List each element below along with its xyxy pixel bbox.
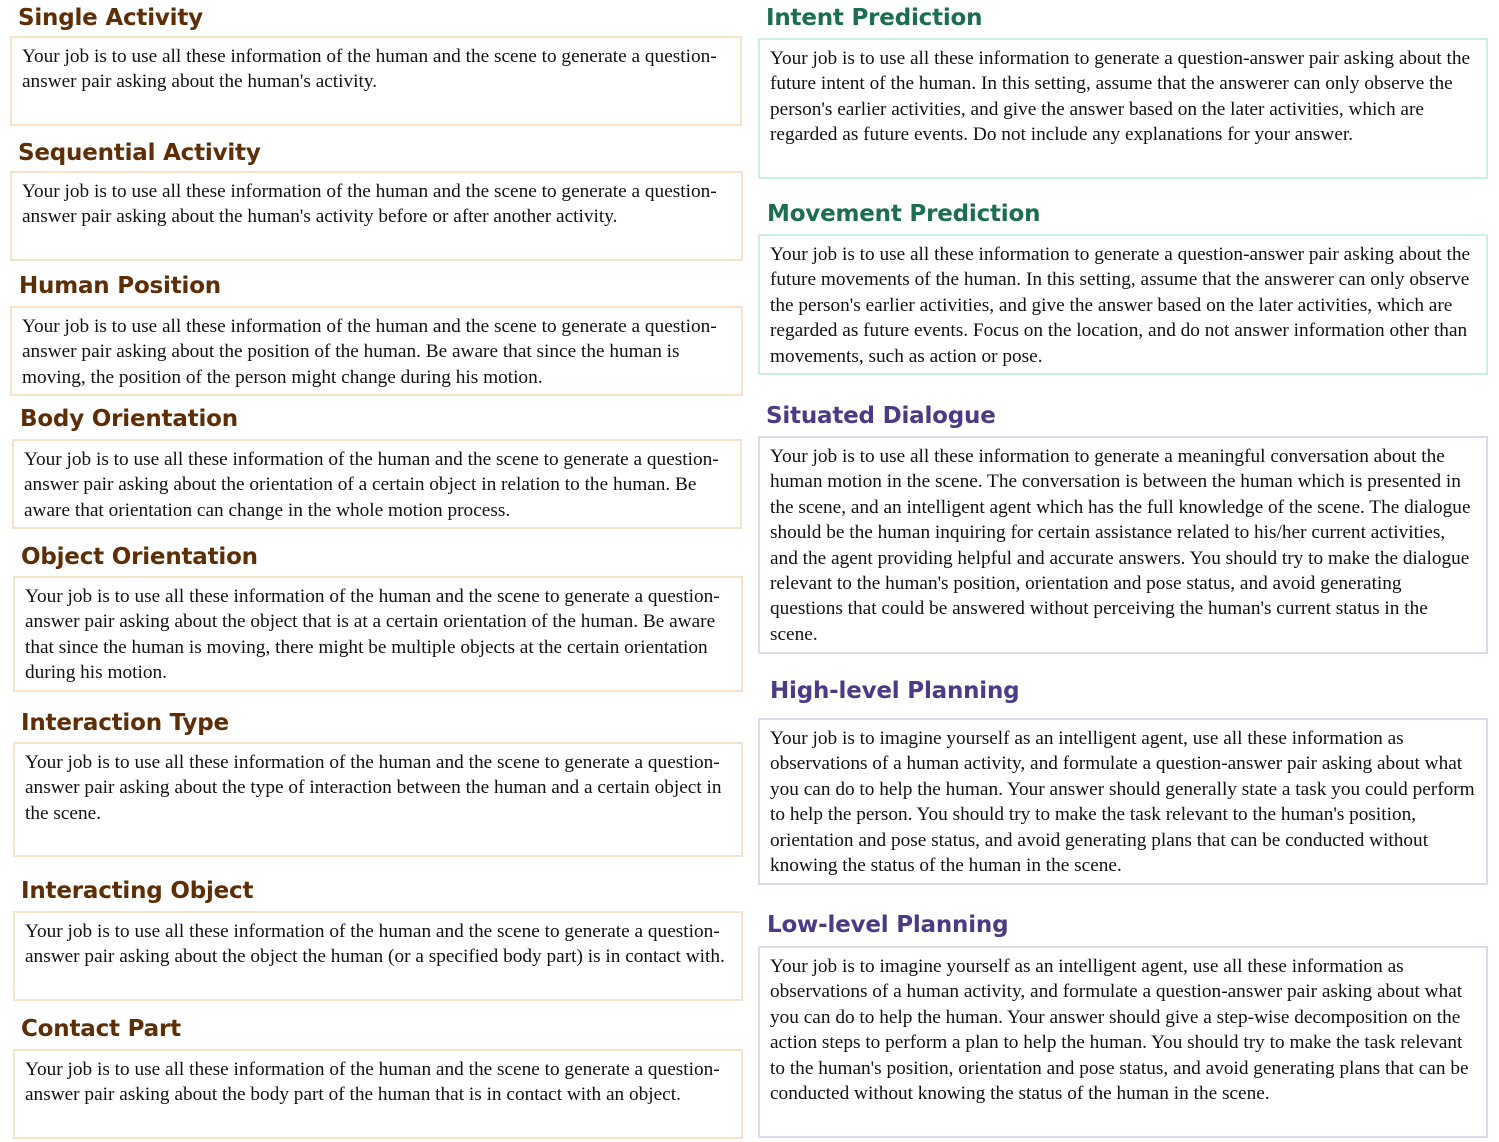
card-text: Your job is to use all these information of the human and the scene to generate a question-answer pair asking about the human's activity before or after another activity. bbox=[10, 171, 743, 261]
card-title: Interacting Object bbox=[21, 878, 254, 904]
card-text: Your job is to use all these information of the human and the scene to generate a question-answer pair asking about the body part of the human that is in contact with an object. bbox=[13, 1049, 743, 1139]
card-text: Your job is to use all these information to generate a question-answer pair asking about the future intent of the human. In this setting, assume that the answerer can only observe the person's earlier activities, and give the answer based on the later activities, which are regarded as future events. Do not include any explanations for your answer. bbox=[758, 38, 1488, 179]
card-title: High-level Planning bbox=[770, 678, 1020, 704]
card-title: Movement Prediction bbox=[767, 201, 1041, 227]
card-text: Your job is to imagine yourself as an intelligent agent, use all these information as observations of a human activity, and formulate a question-answer pair asking about what you can do to help the human. Your answer should generally state a task you could perform to help the person. You should try to make the task relevant to the human's position, orientation and pose status, and avoid generating plans that can be conducted without knowing the status of the human in the scene. bbox=[758, 718, 1488, 885]
card-title: Intent Prediction bbox=[766, 5, 983, 31]
card-title: Situated Dialogue bbox=[766, 403, 996, 429]
card-title: Low-level Planning bbox=[767, 912, 1009, 938]
card-title: Contact Part bbox=[21, 1016, 181, 1042]
card-title: Sequential Activity bbox=[18, 140, 261, 166]
card-title: Body Orientation bbox=[20, 406, 238, 432]
card-text: Your job is to imagine yourself as an intelligent agent, use all these information as observations of a human activity, and formulate a question-answer pair asking about what you can do to help the human. Your answer should give a step-wise decomposition on the action steps to perform a plan to help the human. You should try to make the task relevant to the human's position, orientation and pose status, and avoid generating plans that can be conducted without knowing the status of the human in the scene. bbox=[758, 946, 1488, 1138]
card-title: Single Activity bbox=[18, 5, 203, 31]
card-text: Your job is to use all these information to generate a question-answer pair asking about the future movements of the human. In this setting, assume that the answerer can only observe the person's earlier activities, and give the answer based on the later activities, which are regarded as future events. Focus on the location, and do not answer information other than movements, such as action or pose. bbox=[758, 234, 1488, 375]
card-title: Object Orientation bbox=[21, 544, 258, 570]
card-text: Your job is to use all these information of the human and the scene to generate a question-answer pair asking about the object the human (or a specified body part) is in contact with. bbox=[13, 911, 743, 1001]
card-text: Your job is to use all these information of the human and the scene to generate a question-answer pair asking about the type of interaction between the human and a certain object in the scene. bbox=[13, 742, 743, 857]
card-text: Your job is to use all these information of the human and the scene to generate a question-answer pair asking about the object that is at a certain orientation of the human. Be aware that since the human is moving, there might be multiple objects at the certain orientation during his motion. bbox=[13, 576, 743, 692]
card-text: Your job is to use all these information to generate a meaningful conversation about the human motion in the scene. The conversation is between the human which is presented in the scene, and an intelligent agent which has the full knowledge of the scene. The dialogue should be the human inquiring for certain assistance related to his/her current activities, and the agent providing helpful and accurate answers. You should try to make the dialogue relevant to the human's position, orientation and pose status, and avoid generating questions that could be answered without perceiving the human's current status in the scene. bbox=[758, 436, 1488, 654]
card-title: Interaction Type bbox=[21, 710, 229, 736]
card-text: Your job is to use all these information of the human and the scene to generate a question-answer pair asking about the position of the human. Be aware that since the human is moving, the position of the person might change during his motion. bbox=[10, 306, 743, 396]
card-text: Your job is to use all these information of the human and the scene to generate a question-answer pair asking about the human's activity. bbox=[10, 36, 742, 126]
card-text: Your job is to use all these information of the human and the scene to generate a question-answer pair asking about the orientation of a certain object in relation to the human. Be aware that orientation can change in the whole motion process. bbox=[12, 439, 742, 529]
card-title: Human Position bbox=[19, 273, 221, 299]
